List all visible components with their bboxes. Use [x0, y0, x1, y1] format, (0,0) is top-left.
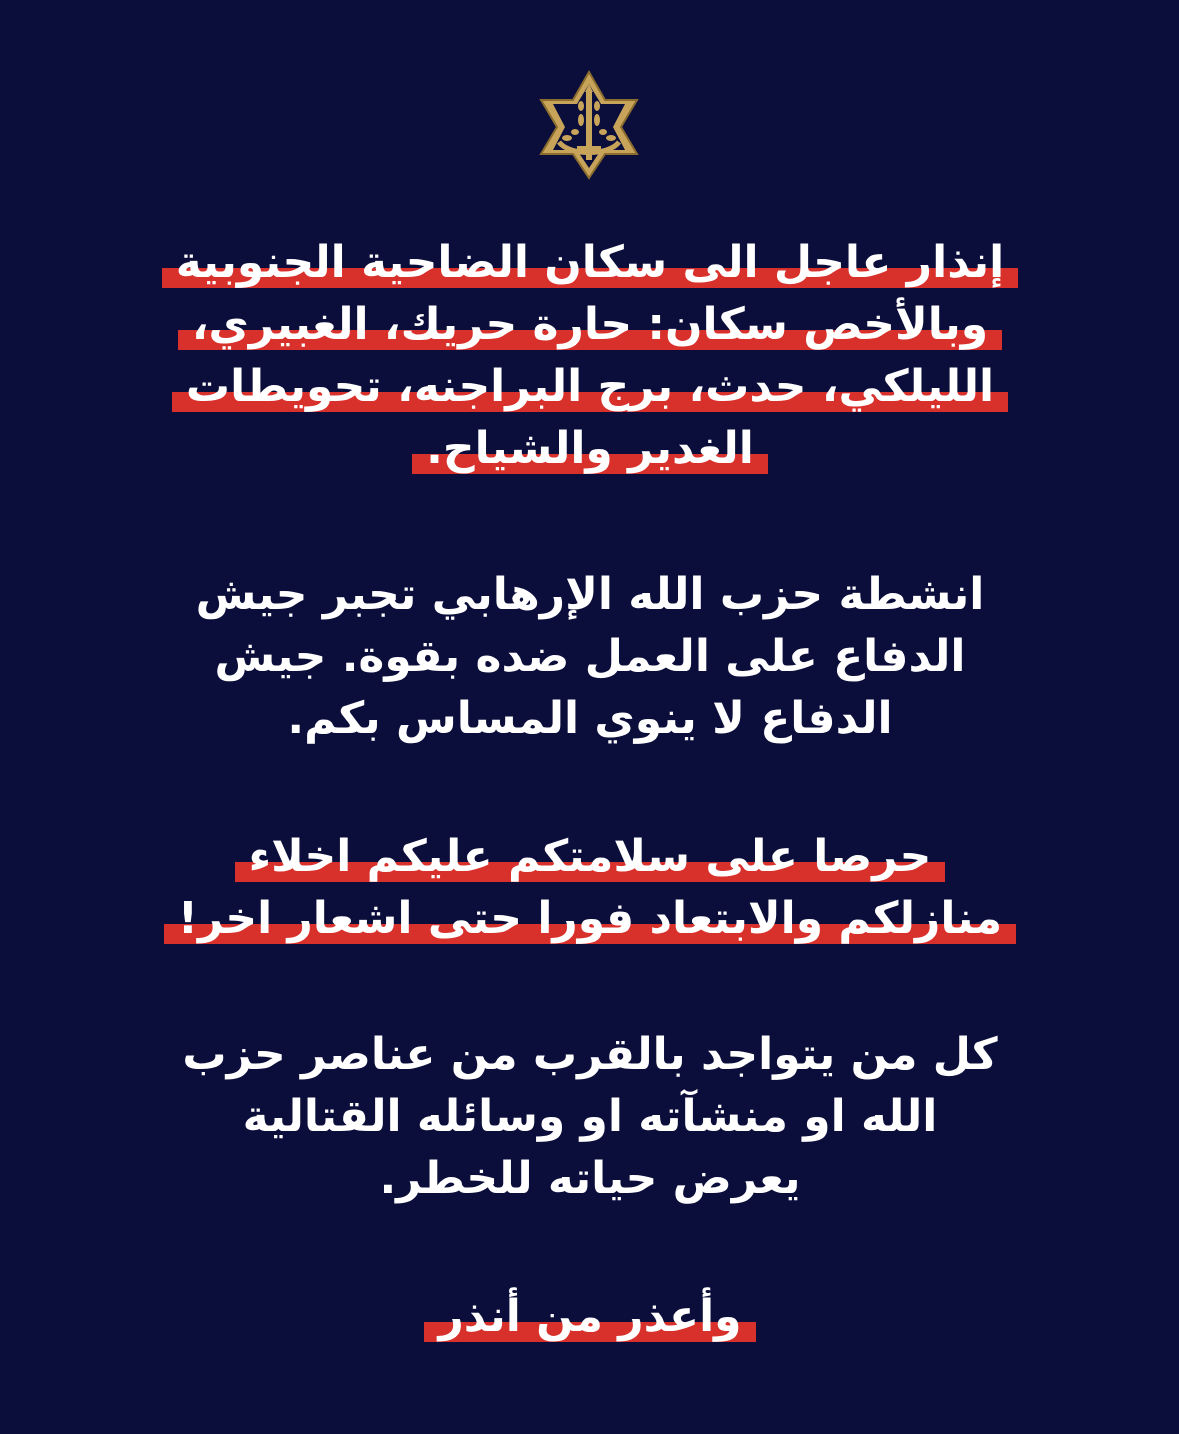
highlighted-line: [90, 356, 1090, 418]
text-line: [90, 1148, 1090, 1210]
line-text: حرصا على سلامتكم عليكم اخلاء: [235, 826, 946, 888]
line-text: وبالأخص سكان: حارة حريك، الغبيري،: [178, 294, 1002, 356]
line-text: الله او منشآته او وسائله القتالية: [242, 1091, 938, 1142]
text-line: [90, 1024, 1090, 1086]
line-text: الغدير والشياح.: [412, 418, 768, 480]
warning-paragraph-4: [90, 1024, 1090, 1210]
line-text: وأعذر من أنذر: [424, 1286, 755, 1348]
text-line: [90, 626, 1090, 688]
text-line: [90, 564, 1090, 626]
warning-paragraph-3: [90, 826, 1090, 950]
line-text: إنذار عاجل الى سكان الضاحية الجنوبية: [162, 232, 1019, 294]
line-text: الدفاع لا ينوي المساس بكم.: [287, 693, 893, 744]
line-text: الدفاع على العمل ضده بقوة. جيش: [214, 631, 966, 682]
warning-paragraph-5: [90, 1286, 1090, 1348]
line-text: يعرض حياته للخطر.: [379, 1153, 801, 1204]
highlighted-line: [90, 294, 1090, 356]
line-text: منازلكم والابتعاد فورا حتى اشعار اخر!: [164, 888, 1016, 950]
highlighted-line: [90, 232, 1090, 294]
line-text: الليلكي، حدث، برج البراجنه، تحويطات: [172, 356, 1008, 418]
text-line: [90, 1086, 1090, 1148]
idf-emblem-icon: [529, 70, 649, 180]
highlighted-line: [90, 418, 1090, 480]
highlighted-line: [90, 888, 1090, 950]
text-line: [90, 688, 1090, 750]
highlighted-line: [90, 1286, 1090, 1348]
line-text: انشطة حزب الله الإرهابي تجبر جيش: [195, 569, 985, 620]
warning-paragraph-2: [90, 564, 1090, 750]
highlighted-line: [90, 826, 1090, 888]
line-text: كل من يتواجد بالقرب من عناصر حزب: [182, 1029, 998, 1080]
warning-paragraph-1: [90, 232, 1090, 480]
